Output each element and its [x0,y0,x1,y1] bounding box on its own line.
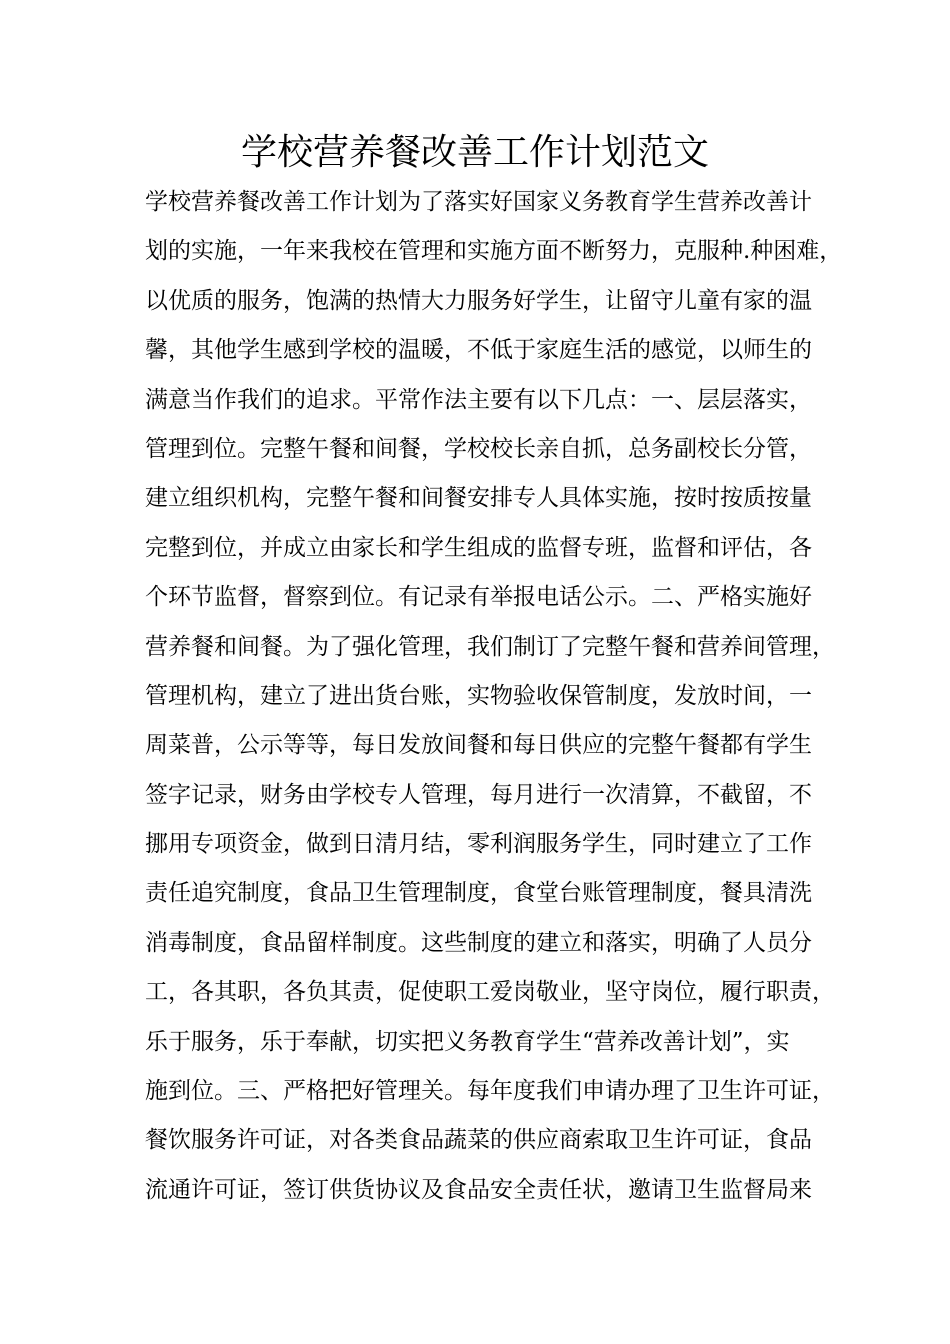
body-line: 乐于服务，乐于奉献，切实把义务教育学生“营养改善计划”，实 [145,1028,790,1055]
body-line: 工，各其职，各负其责，促使职工爱岗敬业，坚守岗位，履行职责， [145,979,835,1006]
document-title: 学校营养餐改善工作计划范文 [240,132,709,173]
body-line: 周菜普，公示等等，每日发放间餐和每日供应的完整午餐都有学生 [145,732,812,759]
body-line: 管理到位。完整午餐和间餐，学校校长亲自抓，总务副校长分管， [145,435,812,462]
body-line: 满意当作我们的追求。平常作法主要有以下几点：一、层层落实， [145,386,812,413]
body-line: 营养餐和间餐。为了强化管理，我们制订了完整午餐和营养间管理， [145,633,835,660]
body-line: 学校营养餐改善工作计划为了落实好国家义务教育学生营养改善计 [145,189,812,215]
body-line: 流通许可证，签订供货协议及食品安全责任状，邀请卫生监督局来 [145,1176,812,1203]
body-line: 以优质的服务，饱满的热情大力服务好学生，让留守儿童有家的温 [145,287,812,314]
body-line: 完整到位，并成立由家长和学生组成的监督专班，监督和评估，各 [145,534,812,561]
body-line: 馨，其他学生感到学校的温暖，不低于家庭生活的感觉，以师生的 [145,337,812,364]
body-line: 划的实施，一年来我校在管理和实施方面不断努力，克服种.种困难， [145,238,843,265]
body-line: 餐饮服务许可证，对各类食品蔬菜的供应商索取卫生许可证，食品 [145,1127,812,1154]
document-body [145,181,843,1218]
body-line: 责任追究制度，食品卫生管理制度，食堂台账管理制度，餐具清洗 [145,880,812,907]
body-line: 个环节监督，督察到位。有记录有举报电话公示。二、严格实施好 [145,584,812,611]
body-line: 消毒制度，食品留样制度。这些制度的建立和落实，明确了人员分 [145,929,812,956]
body-line: 施到位。三、严格把好管理关。每年度我们申请办理了卫生许可证， [145,1078,835,1105]
body-line: 挪用专项资金，做到日清月结，零利润服务学生，同时建立了工作 [145,831,812,858]
body-line: 签字记录，财务由学校专人管理，每月进行一次清算，不截留，不 [145,781,812,808]
body-line: 管理机构，建立了进出货台账，实物验收保管制度，发放时间，一 [145,682,812,709]
body-line: 建立组织机构，完整午餐和间餐安排专人具体实施，按时按质按量 [145,485,812,512]
